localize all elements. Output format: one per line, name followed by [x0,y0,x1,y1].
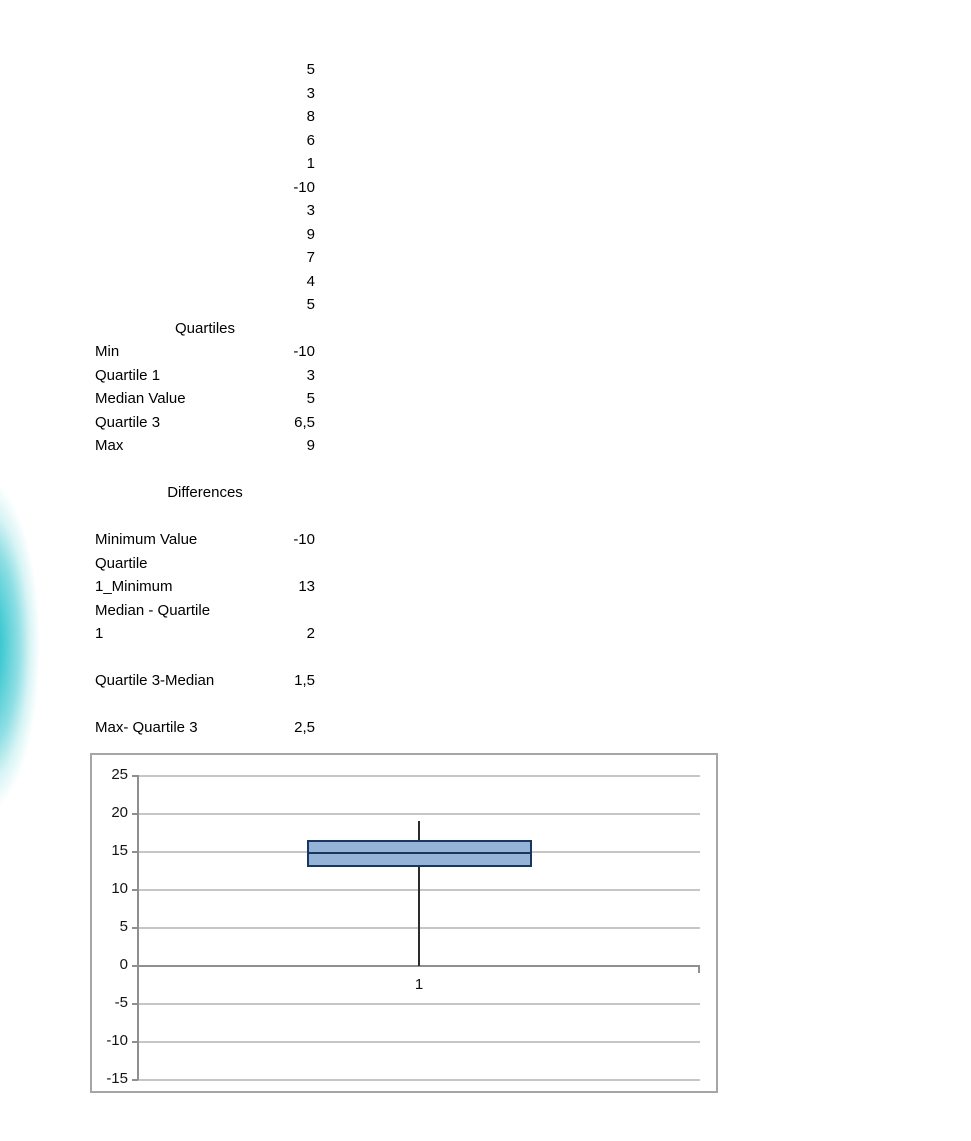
data-cell [95,82,315,106]
gridline-25 [137,775,700,777]
differences-row [95,716,315,740]
y-tick-label: 5 [119,918,128,935]
differences-row [95,669,315,693]
y-tick [132,813,138,815]
gridline-neg5 [137,1003,700,1005]
quartiles-header: Quartiles [174,319,236,337]
quartiles-row [95,434,315,458]
row-value: 13 [298,578,315,595]
differences-header-row [95,481,315,505]
quartiles-row [95,340,315,364]
data-cell [95,105,315,129]
row-label: Max- Quartile 3 [95,719,198,736]
data-cell [95,246,315,270]
data-value: 9 [306,225,315,243]
data-value: 5 [306,296,315,313]
quartiles-row [95,411,315,435]
data-value: -10 [293,178,315,196]
row-label: Median - Quartile [95,601,211,619]
row-value: 5 [306,390,315,407]
row-value: 2,5 [294,719,315,736]
y-tick [132,965,138,967]
data-value: 6 [306,131,315,149]
row-value: -10 [293,531,315,548]
row-value: 3 [306,366,315,384]
data-value: 1 [306,155,315,172]
y-tick [132,927,138,929]
quartiles-row [95,364,315,388]
data-cell [95,199,315,223]
data-cell [95,129,315,153]
box-body [307,840,532,867]
row-label: Quartile 3 [95,413,161,431]
differences-row-label-line2 [95,575,315,599]
y-tick [132,1003,138,1005]
quartiles-header-row [95,317,315,341]
row-label: Minimum Value [95,531,198,548]
data-cell [95,223,315,247]
row-label: Min [95,343,120,360]
lower-whisker [418,867,420,966]
y-tick-label: 20 [111,804,128,821]
y-tick-label: -15 [106,1070,128,1087]
median-line [307,852,532,854]
blank-row [95,693,315,717]
row-label: 1_Minimum [95,578,173,595]
data-value: 3 [306,84,315,102]
differences-header: Differences [167,484,243,501]
gridline-20 [137,813,700,815]
blank-row [95,458,315,482]
gridline-neg10 [137,1041,700,1043]
row-label: Median Value [95,390,186,407]
y-tick [132,775,138,777]
row-value: 9 [306,437,315,454]
gridline-neg15 [137,1079,700,1081]
row-value: 2 [306,625,315,642]
upper-whisker [418,821,420,840]
spreadsheet-region [95,58,315,740]
data-value: 5 [306,61,315,78]
y-tick [132,889,138,891]
row-value: 6,5 [294,413,315,431]
row-label: Max [95,437,124,454]
data-value: 3 [306,202,315,219]
y-tick-label: 0 [119,956,128,973]
differences-row-label-line1 [95,599,315,623]
y-tick-label: 10 [111,880,128,897]
data-cell [95,293,315,317]
data-cell [95,270,315,294]
data-value: 4 [306,272,315,290]
x-axis-end-tick [698,966,700,973]
row-label: 1 [95,625,104,642]
row-value: 1,5 [294,672,315,689]
blank-row [95,646,315,670]
y-tick-label: 25 [111,766,128,783]
differences-row [95,528,315,552]
differences-row-label-line2 [95,622,315,646]
y-tick [132,851,138,853]
y-tick [132,1041,138,1043]
row-label: Quartile 1 [95,366,161,384]
blank-row [95,505,315,529]
quartiles-row [95,387,315,411]
data-cell [95,176,315,200]
y-tick [132,1079,138,1081]
row-label: Quartile 3-Median [95,672,215,689]
row-value: -10 [293,343,315,360]
y-tick-label: -10 [106,1032,128,1049]
differences-row-label-line1 [95,552,315,576]
data-value: 8 [306,108,315,125]
data-value: 7 [306,249,315,266]
x-category-label: 1 [414,976,424,993]
y-tick-label: -5 [114,994,128,1011]
data-cell [95,152,315,176]
boxplot-chart [90,753,718,1093]
row-label: Quartile [95,554,148,572]
y-tick-label: 15 [111,842,128,859]
teal-gradient-decoration [0,478,40,814]
data-cell [95,58,315,82]
